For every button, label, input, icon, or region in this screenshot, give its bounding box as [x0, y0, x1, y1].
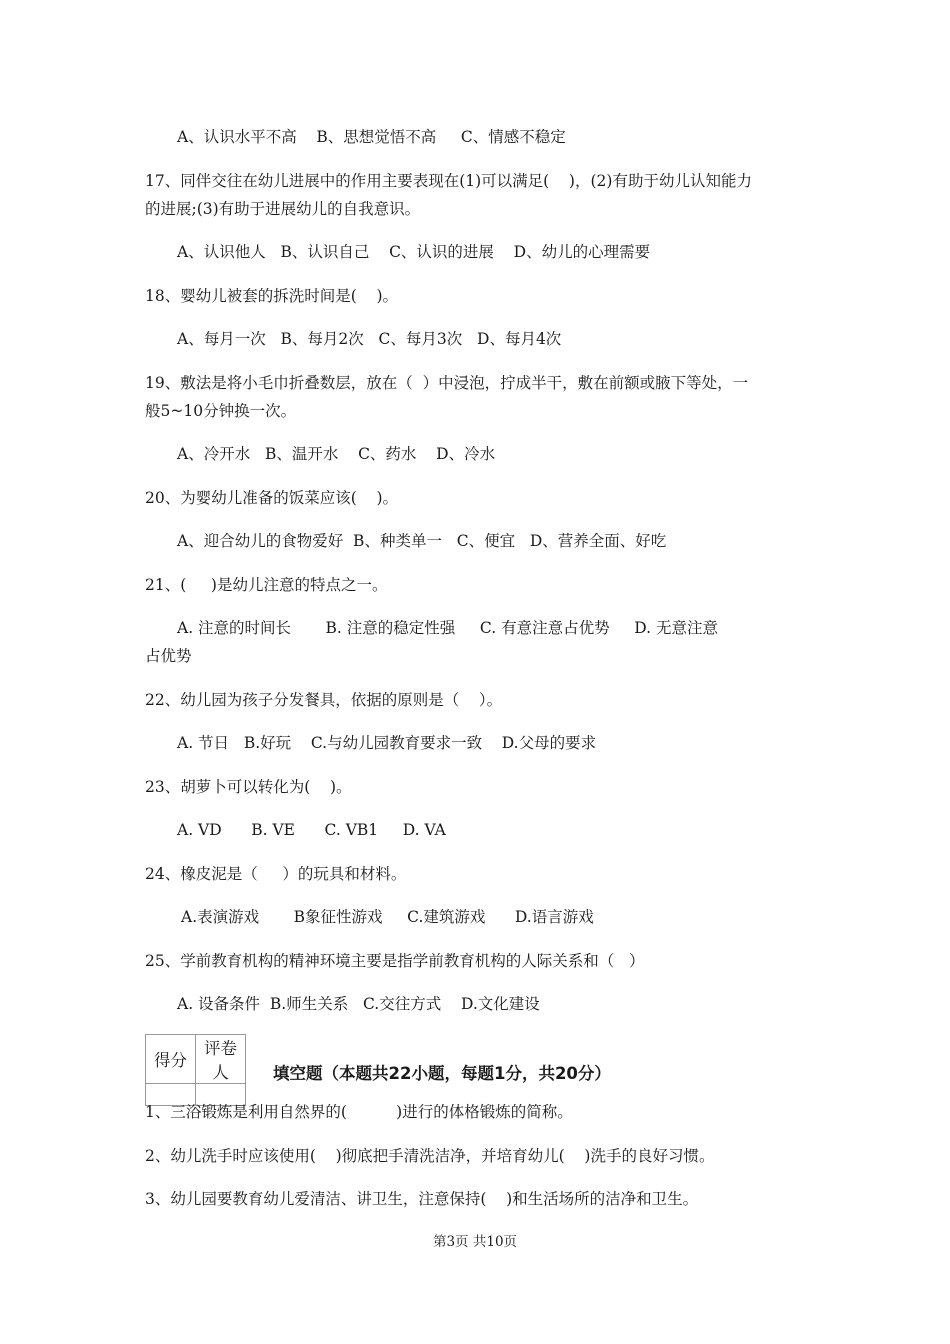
line: A. 注意的时间长 B. 注意的稳定性强 C. 有意注意占优势 D. 无意注意 — [177, 619, 718, 637]
line: 25、学前教育机构的精神环境主要是指学前教育机构的人际关系和（ ） — [145, 952, 645, 970]
line: A、每月一次 B、每月2次 C、每月3次 D、每月4次 — [177, 330, 562, 348]
line: 般5~10分钟换一次。 — [145, 402, 297, 420]
line: 24、橡皮泥是（ ）的玩具和材料。 — [145, 865, 407, 883]
line: A.表演游戏 B象征性游戏 C.建筑游戏 D.语言游戏 — [181, 908, 594, 926]
line: A. 设备条件 B.师生关系 C.交往方式 D.文化建设 — [177, 995, 540, 1013]
line: A. 节日 B.好玩 C.与幼儿园教育要求一致 D.父母的要求 — [177, 734, 597, 752]
line: 21、( )是幼儿注意的特点之一。 — [145, 576, 388, 594]
line: A、迎合幼儿的食物爱好 B、种类单一 C、便宜 D、营养全面、好吃 — [177, 532, 667, 550]
line: 1、三浴锻炼是利用自然界的( )进行的体格锻炼的简称。 — [145, 1103, 573, 1121]
line: 2、幼儿洗手时应该使用( )彻底把手清洗洁净，并培育幼儿( )洗手的良好习惯。 — [145, 1147, 715, 1165]
section-title: 填空题（本题共22小题，每题1分，共20分） — [273, 1064, 611, 1083]
line: 18、婴幼儿被套的拆洗时间是( )。 — [145, 287, 399, 305]
line: 23、胡萝卜可以转化为( )。 — [145, 778, 352, 796]
line: 3、幼儿园要教育幼儿爱清洁、讲卫生，注意保持( )和生活场所的洁净和卫生。 — [145, 1190, 699, 1208]
line: 的进展;(3)有助于进展幼儿的自我意识。 — [145, 200, 421, 218]
line: A、冷开水 B、温开水 C、药水 D、冷水 — [177, 445, 496, 463]
line: A. VD B. VE C. VB1 D. VA — [177, 821, 446, 839]
reviewer-label: 评卷人 — [196, 1035, 246, 1084]
line: 19、敷法是将小毛巾折叠数层，放在（ ）中浸泡，拧成半干，敷在前额或腋下等处，一 — [145, 374, 749, 392]
line: 占优势 — [145, 647, 192, 665]
page-footer: 第3页 共10页 — [432, 1234, 518, 1250]
line: A、认识他人 B、认识自己 C、认识的进展 D、幼儿的心理需要 — [177, 243, 651, 261]
line: 20、为婴幼儿准备的饭菜应该( )。 — [145, 489, 399, 507]
line: 17、同伴交往在幼儿进展中的作用主要表现在(1)可以满足( )，(2)有助于幼儿认知能力 — [145, 172, 752, 190]
line: A、认识水平不高 B、思想觉悟不高 C、情感不稳定 — [177, 128, 566, 146]
score-table — [145, 1034, 246, 1106]
score-label: 得分 — [146, 1035, 196, 1084]
line: 22、幼儿园为孩子分发餐具，依据的原则是（ ）。 — [145, 691, 503, 709]
